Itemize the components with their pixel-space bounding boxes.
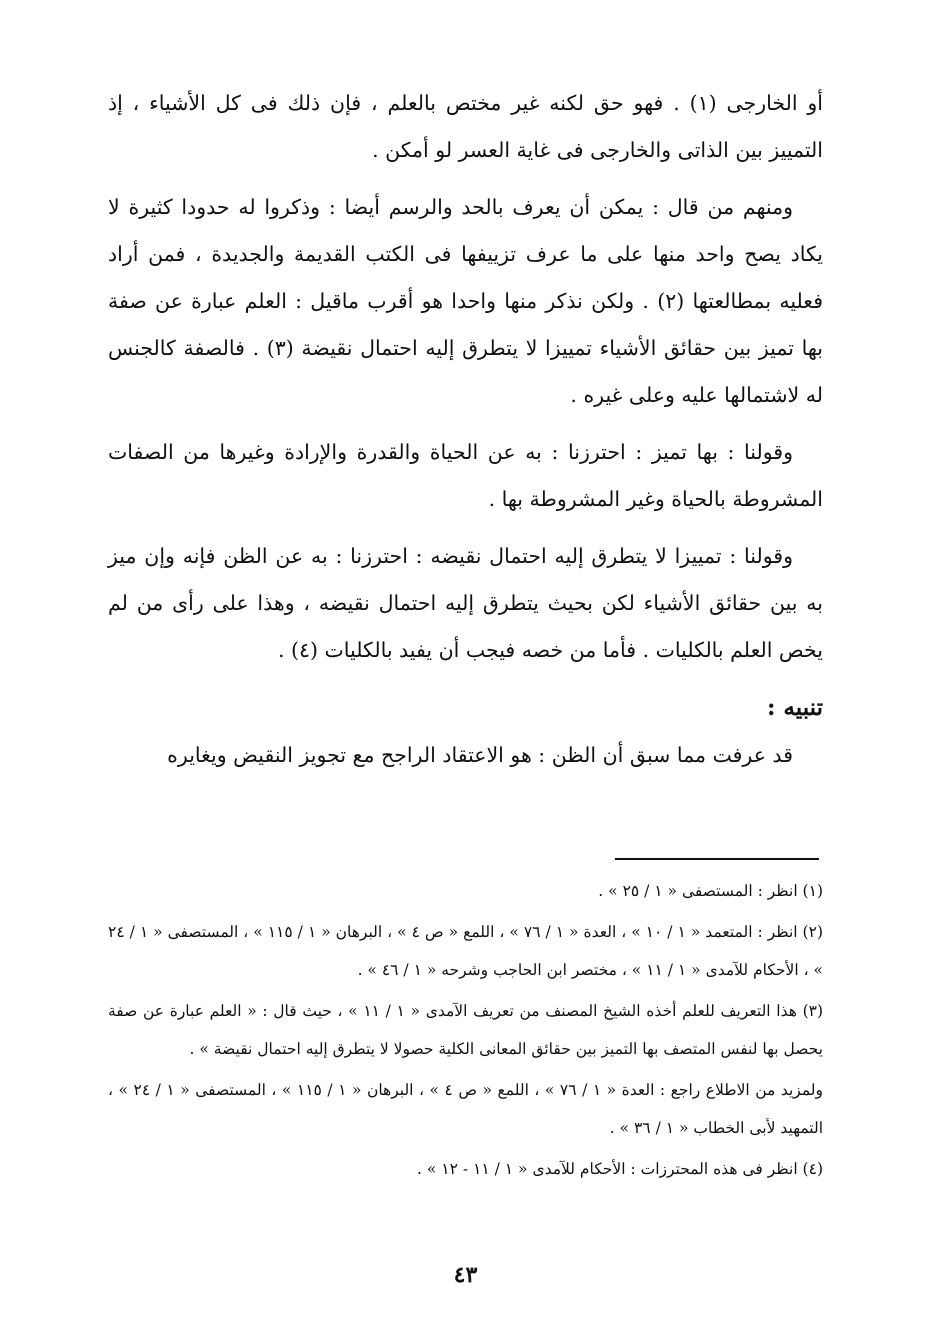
footnotes [108,872,823,1191]
page-number: ٤٣ [453,1262,478,1288]
paragraph-2: ومنهم من قال : يمكن أن يعرف بالحد والرسم أيضا : وذكروا له حدودا كثيرة لا يكاد يصح واحد منها على ما عرف تزييفها فى الكتب القديمة والجديدة ، فمن أراد فعليه بمطالعتها (٢) . ولكن نذكر منها واحدا هو أقرب ماقيل : العلم عبارة عن صفة بها تميز بين حقائق الأشياء تمييزا لا يتطرق إليه احتمال نقيضة (٣) . فالصفة كالجنس له لاشتمالها عليه وعلى غيره . [108,195,823,407]
footnote-3: (٣) هذا التعريف للعلم أخذه الشيخ المصنف من تعريف الآمدى « ١ / ١١ » ، حيث قال : « العلم عبارة عن صفة يحصل بها لنفس المتصف بها التميز بين حقائق المعانى الكلية حصولا لا يتطرق إليه احتمال نقيضة » . [108,1002,824,1058]
closing-paragraph: قد عرفت مما سبق أن الظن : هو الاعتقاد الراجح مع تجويز النقيض ويغايره [167,743,793,767]
paragraph-3: وقولنا : بها تميز : احترزنا : به عن الحياة والقدرة والإرادة وغيرها من الصفات المشروطة بالحياة وغير المشروطة بها . [108,440,823,511]
footnote-1: (١) انظر : المستصفى « ١ / ٢٥ » . [598,882,823,900]
paragraph-4: وقولنا : تمييزا لا يتطرق إليه احتمال نقيضه : احترزنا : به عن الظن فإنه وإن ميز به بين حقائق الأشياء لكن بحيث يتطرق إليه احتمال نقيضه ، وهذا على رأى من لم يخص العلم بالكليات . فأما من خصه فيجب أن يفيد بالكليات (٤) . [108,544,823,662]
section-heading: تنبيه : [766,694,823,721]
footnote-divider [615,858,819,860]
main-text [108,80,823,789]
footnote-2: (٢) انظر : المتعمد « ١ / ١٠ » ، العدة « ١ / ٧٦ » ، اللمع « ص ٤ » ، البرهان « ١ / ١١٥ » ، المستصفى « ١ / ٢٤ » ، الأحكام للآمدى « ١ / ١١ » ، مختصر ابن الحاجب وشرحه « ١ / ٤٦ » . [108,923,823,979]
footnote-4: (٤) انظر فى هذه المحترزات : الأحكام للآمدى « ١ / ١١ - ١٢ » . [417,1160,823,1178]
paragraph-1: أو الخارجى (١) . فهو حق لكنه غير مختص بالعلم ، فإن ذلك فى كل الأشياء ، إذ التمييز بين الذاتى والخارجى فى غاية العسر لو أمكن . [108,91,823,162]
footnote-3-continued: ولمزيد من الاطلاع راجع : العدة « ١ / ٧٦ » ، اللمع « ص ٤ » ، البرهان « ١ / ١١٥ » ، المستصفى « ١ / ٢٤ » ، التمهيد لأبى الخطاب « ١ / ٣٦ » . [108,1081,824,1137]
